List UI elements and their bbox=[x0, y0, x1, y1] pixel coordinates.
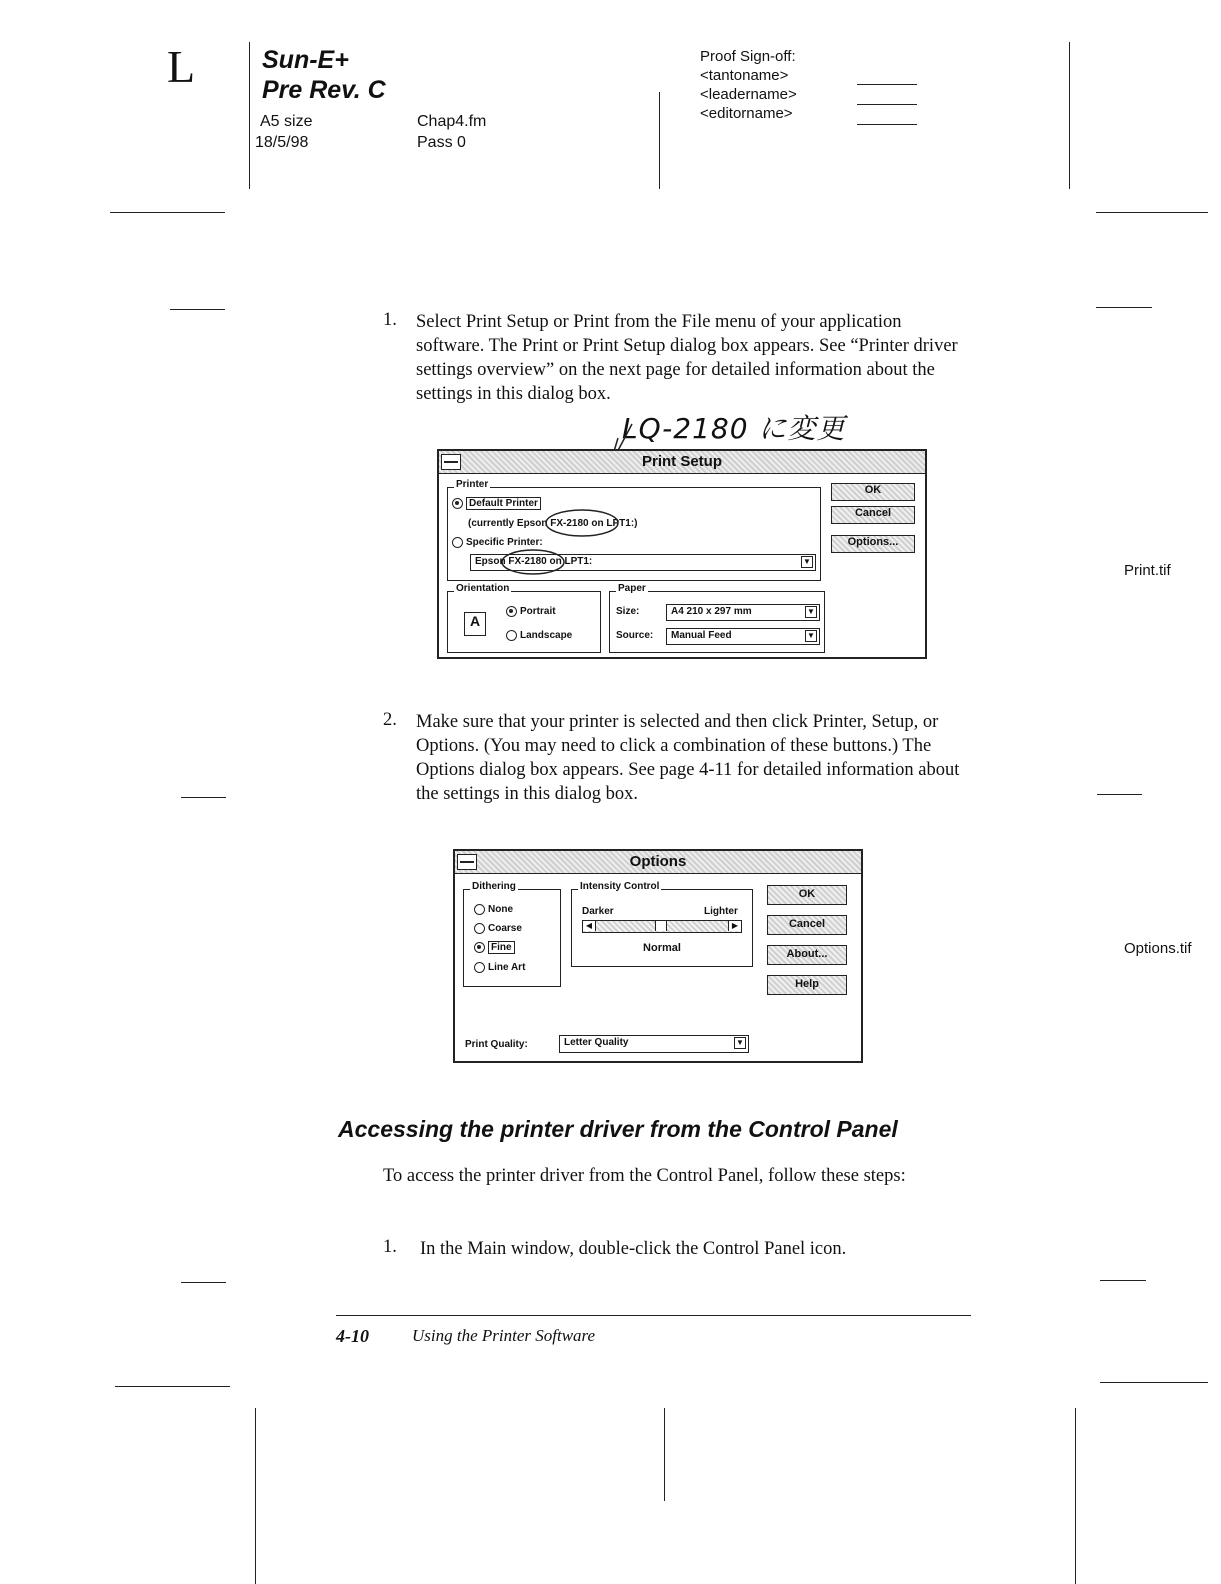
scroll-right-icon[interactable]: ▶ bbox=[728, 921, 741, 931]
dithering-fine-radio[interactable] bbox=[474, 942, 515, 953]
group-label: Printer bbox=[456, 479, 489, 490]
slider-thumb[interactable] bbox=[655, 921, 667, 931]
radio-label: Line Art bbox=[488, 962, 526, 974]
dithering-none-radio[interactable] bbox=[474, 904, 513, 915]
file-name: Chap4.fm bbox=[417, 113, 487, 130]
crop-line bbox=[664, 1408, 665, 1501]
dialog-title: Options bbox=[629, 853, 687, 870]
dithering-lineart-radio[interactable] bbox=[474, 962, 525, 973]
size-label: Size: bbox=[616, 606, 640, 617]
group-label: Intensity Control bbox=[580, 881, 660, 892]
proof-name-1: <tantoname> bbox=[700, 67, 789, 84]
portrait-radio[interactable] bbox=[506, 606, 556, 617]
select-value: Epson FX-2180 on LPT1: bbox=[475, 556, 593, 567]
margin-mark bbox=[1097, 794, 1142, 795]
intensity-slider[interactable] bbox=[582, 920, 742, 933]
radio-icon bbox=[474, 942, 485, 953]
crop-line bbox=[1075, 1408, 1076, 1584]
proof-title: Proof Sign-off: bbox=[700, 48, 796, 65]
dropdown-arrow-icon[interactable]: ▼ bbox=[734, 1037, 746, 1049]
step-number: 1. bbox=[383, 310, 397, 330]
crop-line bbox=[659, 92, 660, 189]
radio-label: Fine bbox=[488, 941, 515, 954]
page-number: 4-10 bbox=[336, 1326, 369, 1346]
radio-icon bbox=[452, 537, 463, 548]
dropdown-arrow-icon[interactable]: ▼ bbox=[805, 606, 817, 618]
intensity-value: Normal bbox=[643, 942, 681, 954]
scroll-left-icon[interactable]: ◀ bbox=[583, 921, 596, 931]
dropdown-arrow-icon[interactable]: ▼ bbox=[805, 630, 817, 642]
radio-label: Coarse bbox=[488, 923, 522, 935]
dropdown-arrow-icon[interactable]: ▼ bbox=[801, 556, 813, 568]
date: 18/5/98 bbox=[255, 134, 309, 151]
options-button[interactable]: Options... bbox=[831, 535, 915, 553]
section-intro: To access the printer driver from the Control Panel, follow these steps: bbox=[383, 1166, 906, 1186]
orientation-group bbox=[447, 583, 601, 653]
corner-letter: L bbox=[167, 41, 196, 92]
group-label: Paper bbox=[618, 583, 646, 594]
title-bar bbox=[455, 851, 861, 874]
select-value: Letter Quality bbox=[564, 1037, 629, 1048]
current-printer-text: (currently Epson FX-2180 on LPT1:) bbox=[468, 518, 638, 529]
specific-printer-radio[interactable] bbox=[452, 537, 543, 548]
dithering-coarse-radio[interactable] bbox=[474, 923, 522, 934]
dithering-group bbox=[463, 881, 561, 987]
select-value: Manual Feed bbox=[671, 630, 732, 641]
chapter-title: Using the Printer Software bbox=[412, 1326, 596, 1345]
crop-line bbox=[110, 212, 225, 213]
cancel-button[interactable]: Cancel bbox=[767, 915, 847, 935]
intensity-group bbox=[571, 881, 753, 967]
paper-group bbox=[609, 583, 825, 653]
doc-title: Sun-E+ bbox=[262, 46, 349, 74]
select-value: A4 210 x 297 mm bbox=[671, 606, 752, 617]
margin-mark bbox=[1100, 1280, 1146, 1281]
margin-mark bbox=[170, 309, 225, 310]
cancel-button[interactable]: Cancel bbox=[831, 506, 915, 524]
proof-name-2: <leadername> bbox=[700, 86, 797, 103]
proof-signoff bbox=[700, 47, 797, 123]
section-heading: Accessing the printer driver from the Control Panel bbox=[338, 1116, 898, 1142]
ok-button[interactable]: OK bbox=[831, 483, 915, 501]
step-number: 1. bbox=[383, 1237, 397, 1257]
landscape-radio[interactable] bbox=[506, 630, 572, 641]
step-text: Make sure that your printer is selected and then click Printer, Setup, or Options. (You may need to click a combination of these buttons.) The Options dialog box appears. See page 4-11 for detailed information about the settings in this dialog box. bbox=[416, 712, 960, 804]
portrait-orientation-icon: A bbox=[464, 612, 486, 636]
group-label: Dithering bbox=[472, 881, 516, 892]
darker-label: Darker bbox=[582, 906, 614, 917]
proof-name-3: <editorname> bbox=[700, 105, 793, 122]
radio-label: Specific Printer: bbox=[466, 537, 543, 549]
radio-label: Portrait bbox=[520, 606, 556, 618]
help-button[interactable]: Help bbox=[767, 975, 847, 995]
paper-source-select[interactable] bbox=[666, 628, 820, 645]
print-quality-select[interactable] bbox=[559, 1035, 749, 1053]
handwritten-annotation: LQ-2180 に変更 bbox=[622, 412, 846, 445]
source-label: Source: bbox=[616, 630, 654, 641]
radio-label: Landscape bbox=[520, 630, 573, 642]
crop-line bbox=[255, 1408, 256, 1584]
margin-mark bbox=[1096, 307, 1152, 308]
radio-label: Default Printer bbox=[466, 497, 541, 510]
print-quality-label: Print Quality: bbox=[465, 1039, 528, 1050]
figure-label: Print.tif bbox=[1124, 562, 1171, 579]
print-setup-dialog bbox=[437, 449, 927, 659]
radio-icon bbox=[474, 962, 485, 973]
crop-line bbox=[249, 42, 250, 189]
footer-rule bbox=[336, 1315, 971, 1316]
radio-icon bbox=[474, 923, 485, 934]
figure-label: Options.tif bbox=[1124, 940, 1192, 957]
title-bar bbox=[439, 451, 925, 474]
radio-icon bbox=[506, 606, 517, 617]
circle-mark bbox=[544, 508, 620, 538]
crop-line bbox=[1069, 42, 1070, 189]
group-label: Orientation bbox=[456, 583, 510, 594]
size-label: A5 size bbox=[260, 113, 313, 130]
ok-button[interactable]: OK bbox=[767, 885, 847, 905]
crop-line bbox=[1100, 1382, 1208, 1383]
printer-group bbox=[447, 479, 821, 581]
dialog-title: Print Setup bbox=[641, 453, 722, 470]
default-printer-radio[interactable] bbox=[452, 498, 541, 509]
lighter-label: Lighter bbox=[704, 906, 738, 917]
step-text: Select Print Setup or Print from the File menu of your application software. The Print or Print Setup dialog box appears. See “Printer driver settings overview” on the next page for detailed information about the settings in this dialog box. bbox=[416, 312, 958, 404]
about-button[interactable]: About... bbox=[767, 945, 847, 965]
options-dialog bbox=[453, 849, 863, 1063]
paper-size-select[interactable] bbox=[666, 604, 820, 621]
circle-mark bbox=[500, 548, 566, 576]
signature-line bbox=[857, 124, 917, 125]
radio-icon bbox=[474, 904, 485, 915]
radio-label: None bbox=[488, 904, 513, 916]
margin-mark bbox=[181, 1282, 226, 1283]
crop-line bbox=[115, 1386, 230, 1387]
pass-label: Pass 0 bbox=[417, 134, 466, 151]
radio-icon bbox=[452, 498, 463, 509]
doc-revision: Pre Rev. C bbox=[262, 76, 386, 104]
margin-mark bbox=[181, 797, 226, 798]
radio-icon bbox=[506, 630, 517, 641]
signature-line bbox=[857, 104, 917, 105]
step-text: In the Main window, double-click the Control Panel icon. bbox=[420, 1239, 847, 1259]
crop-line bbox=[1096, 212, 1208, 213]
step-number: 2. bbox=[383, 710, 397, 730]
signature-line bbox=[857, 84, 917, 85]
